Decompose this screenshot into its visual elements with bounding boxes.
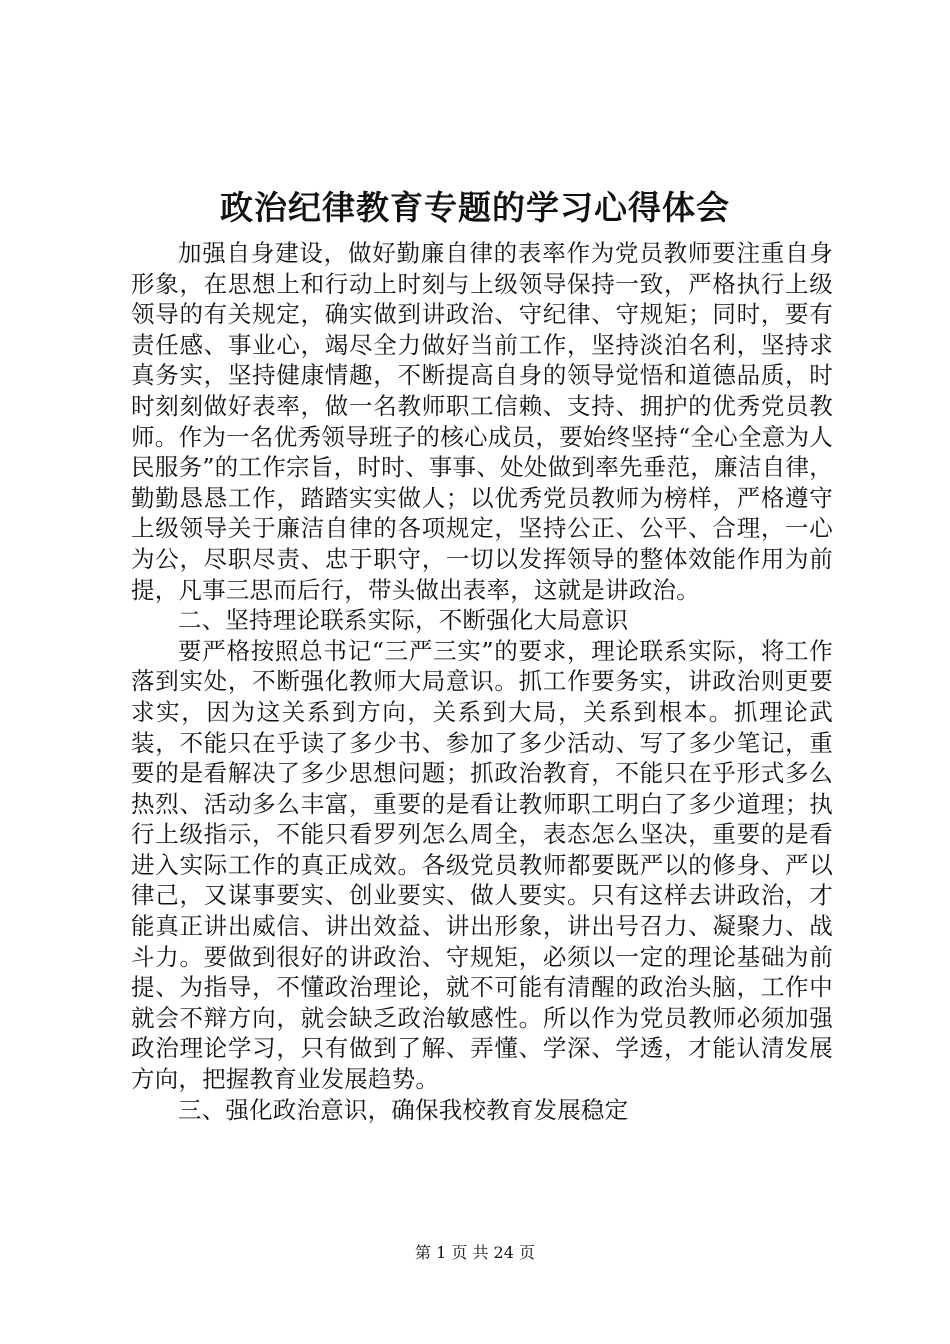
body-paragraph-1: 加强自身建设，做好勤廉自律的表率作为党员教师要注重自身形象，在思想上和行动上时刻与上级领导保持一致，严格执行上级领导的有关规定，确实做到讲政治、守纪律、守规矩；同时，要有责任感、事业心，竭尽全力做好当前工作，坚持淡泊名利，坚持求真务实，坚持健康情趣，不断提高自身的领导觉悟和道德品质，时时刻刻做好表率，做一名教师职工信赖、支持、拥护的优秀党员教师。作为一名优秀领导班子的核心成员，要始终坚持“全心全意为人民服务”的工作宗旨，时时、事事、处处做到率先垂范，廉洁自律，勤勤恳恳工作，踏踏实实做人；以优秀党员教师为榜样，严格遵守上级领导关于廉洁自律的各项规定，坚持公正、公平、合理，一心为公，尽职尽责、忠于职守，一切以发挥领导的整体效能作用为前提，凡事三思而后行，带头做出表率，这就是讲政治。: [131, 239, 833, 604]
document-title: 政治纪律教育专题的学习心得体会: [220, 188, 730, 227]
document-body: [131, 238, 833, 1125]
section-heading-3: 三、强化政治意识，确保我校教育发展稳定: [178, 1095, 629, 1124]
section-heading-2: 二、坚持理论联系实际，不断强化大局意识: [178, 606, 629, 635]
page-footer: 第 1 页 共 24 页: [415, 1243, 535, 1262]
body-paragraph-2: 要严格按照总书记“三严三实”的要求，理论联系实际，将工作落到实处，不断强化教师大局意识。抓工作要务实，讲政治则更要求实，因为这关系到方向，关系到大局，关系到根本。抓理论武装，不能只在乎读了多少书、参加了多少活动、写了多少笔记，重要的是看解决了多少思想问题；抓政治教育，不能只在乎形式多么热烈、活动多么丰富，重要的是看让教师职工明白了多少道理；执行上级指示，不能只看罗列怎么周全，表态怎么坚决，重要的是看进入实际工作的真正成效。各级党员教师都要既严以的修身、严以律己，又谋事要实、创业要实、做人要实。只有这样去讲政治，才能真正讲出威信、讲出效益、讲出形象，讲出号召力、凝聚力、战斗力。要做到很好的讲政治、守规矩，必须以一定的理论基础为前提、为指导，不懂政治理论，就不可能有清醒的政治头脑，工作中就会不辩方向，就会缺乏政治敏感性。所以作为党员教师必须加强政治理论学习，只有做到了解、弄懂、学深、学透，才能认清发展方向，把握教育业发展趋势。: [131, 636, 833, 1094]
